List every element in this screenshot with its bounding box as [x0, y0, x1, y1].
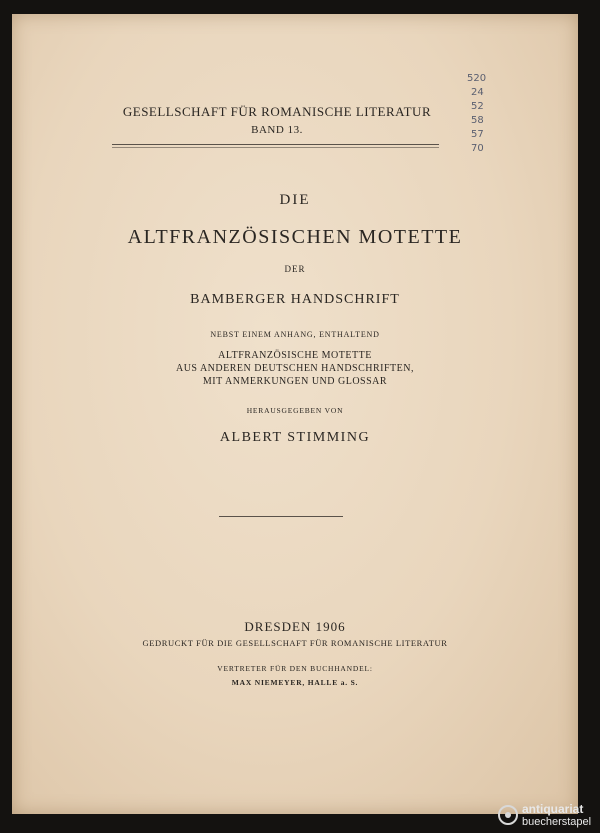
divider-rule — [219, 516, 343, 517]
watermark-logo-icon — [498, 805, 518, 825]
pencil-note: 58 — [471, 115, 484, 126]
imprint-agent: VERTRETER FÜR DEN BUCHHANDEL: — [217, 664, 373, 673]
series-title: GESELLSCHAFT FÜR ROMANISCHE LITERATUR — [122, 104, 432, 119]
book-cover — [12, 14, 578, 814]
pencil-notes — [467, 72, 486, 156]
appendix-line: MIT ANMERKUNGEN UND GLOSSAR — [202, 376, 388, 387]
title-die: DIE — [279, 192, 311, 208]
appendix-intro: NEBST EINEM ANHANG, ENTHALTEND — [210, 330, 380, 339]
imprint-printed: GEDRUCKT FÜR DIE GESELLSCHAFT FÜR ROMANISCHE LITERATUR — [142, 638, 448, 648]
imprint-publisher: MAX NIEMEYER, HALLE a. S. — [231, 678, 359, 687]
pencil-note: 520 — [467, 73, 487, 84]
pencil-note: 70 — [471, 143, 484, 154]
appendix-line: AUS ANDEREN DEUTSCHEN HANDSCHRIFTEN, — [175, 363, 414, 374]
subtitle: BAMBERGER HANDSCHRIFT — [190, 292, 400, 307]
editor-name: ALBERT STIMMING — [219, 430, 371, 445]
watermark-line1: antiquariat — [522, 802, 584, 816]
watermark — [498, 801, 596, 831]
pencil-note: 24 — [471, 87, 484, 98]
imprint-place: DRESDEN 1906 — [244, 619, 346, 634]
editor-label: HERAUSGEGEBEN VON — [246, 406, 344, 415]
title-der: DER — [284, 264, 306, 274]
header-rule — [112, 144, 439, 145]
watermark-line2: buecherstapel — [522, 816, 592, 828]
appendix-line: ALTFRANZÖSISCHE MOTETTE — [218, 350, 372, 361]
main-title: ALTFRANZÖSISCHEN MOTETTE — [127, 226, 463, 248]
pencil-note: 57 — [471, 129, 484, 140]
header-rule-thin — [112, 147, 439, 148]
pencil-note: 52 — [471, 101, 484, 112]
volume-number: BAND 13. — [251, 124, 303, 136]
